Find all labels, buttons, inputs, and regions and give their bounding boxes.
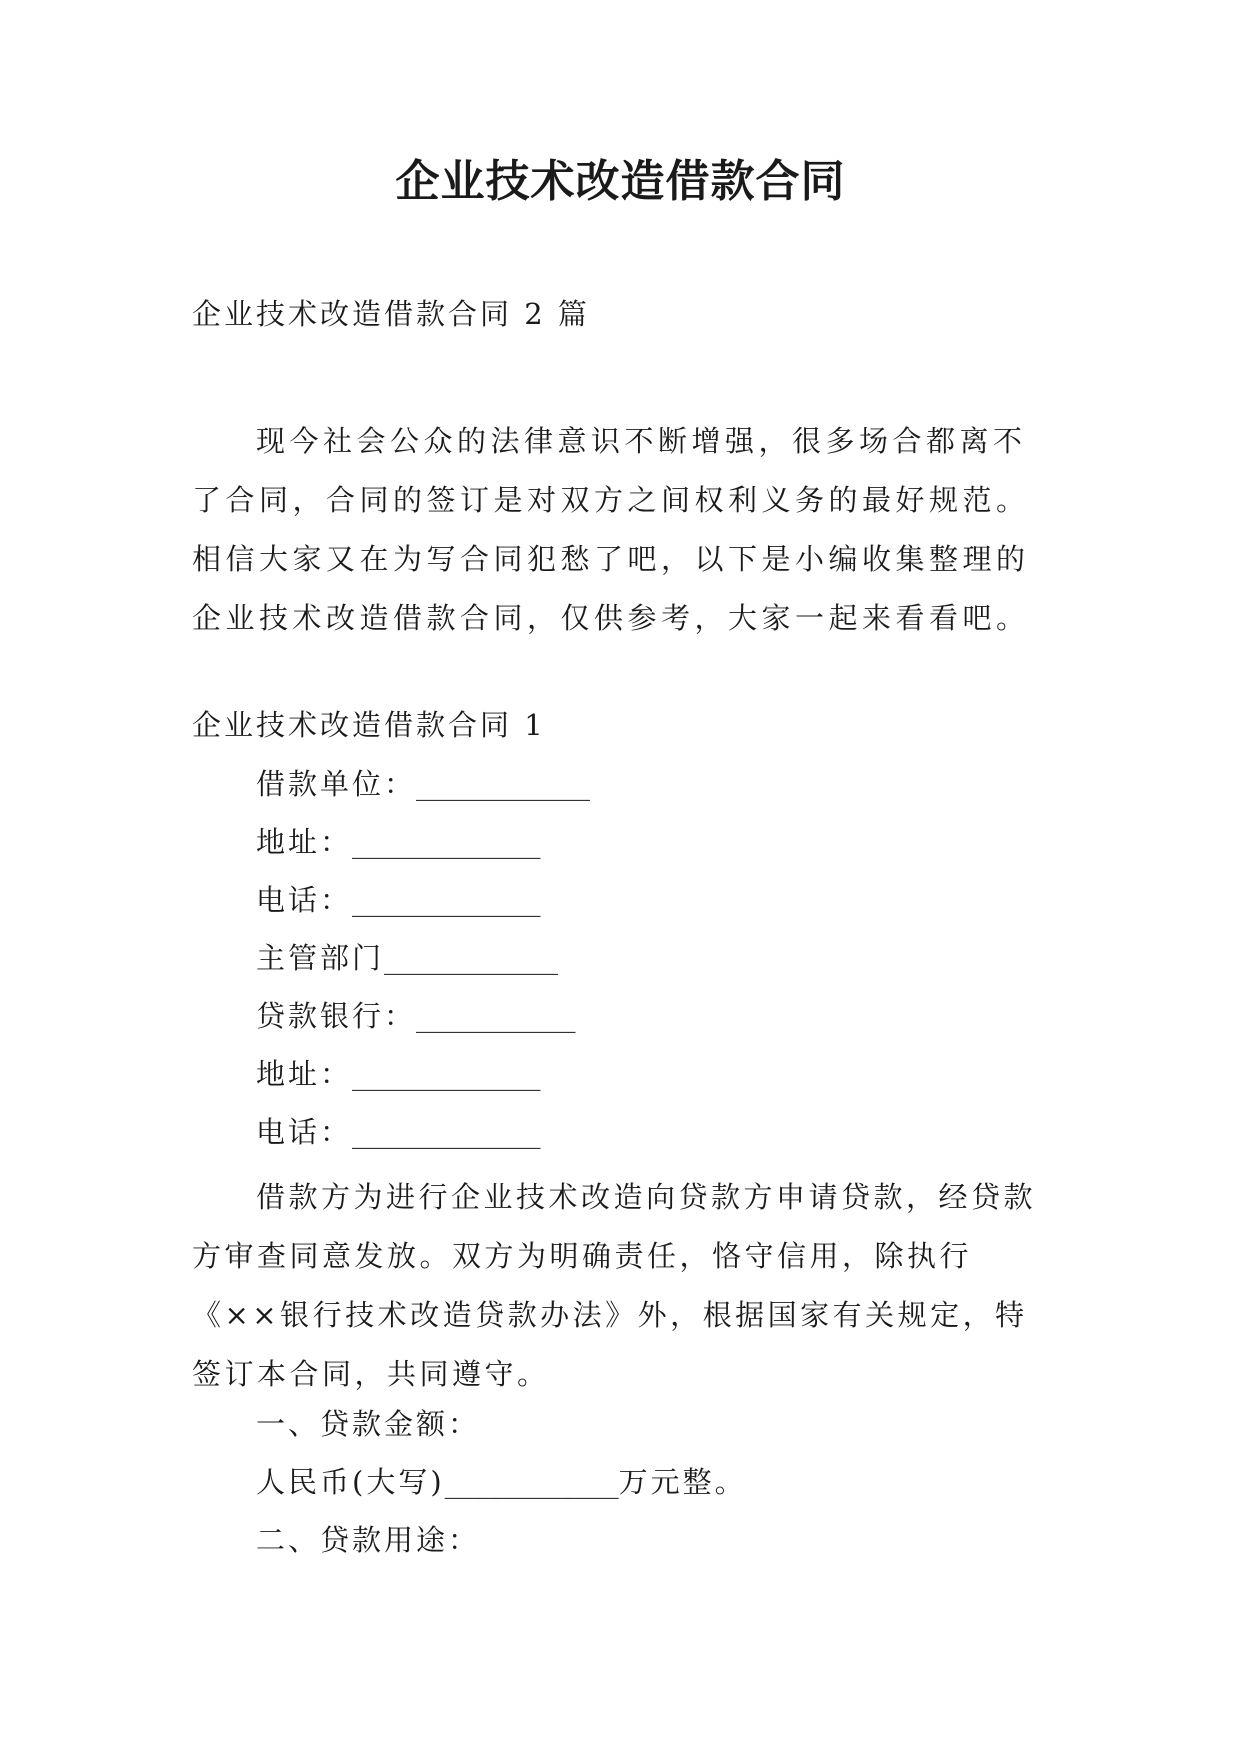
document-title: 企业技术改造借款合同 bbox=[395, 156, 846, 207]
field-borrower-address bbox=[256, 822, 590, 880]
section-heading: 企业技术改造借款合同 1 bbox=[192, 708, 546, 742]
purpose-paragraph: 借款方为进行企业技术改造向贷款方申请贷款，经贷款方审查同意发放。双方为明确责任，恪守信用，除执行《××银行技术改造贷款办法》外，根据国家有关规定，特签订本合同，共同遵守。 bbox=[192, 1180, 1037, 1391]
clause-list bbox=[256, 1404, 747, 1578]
fill-in-blank: _____________ bbox=[352, 1057, 541, 1091]
fill-in-blank: _____________ bbox=[352, 883, 541, 917]
field-bank-phone bbox=[256, 1112, 590, 1170]
clause-loan-amount: 一、贷款金额： bbox=[256, 1407, 481, 1441]
field-lending-bank bbox=[256, 996, 590, 1054]
field-label: 电话： bbox=[256, 883, 353, 917]
field-borrower-unit bbox=[256, 764, 590, 822]
field-label: 贷款银行： bbox=[256, 999, 417, 1033]
field-label: 电话： bbox=[256, 1115, 353, 1149]
field-borrower-phone bbox=[256, 880, 590, 938]
fill-in-blank: _____________ bbox=[352, 825, 541, 859]
field-label: 地址： bbox=[256, 1057, 353, 1091]
fill-in-blank: _____________ bbox=[352, 1115, 541, 1149]
field-label: 地址： bbox=[256, 825, 353, 859]
field-supervising-dept bbox=[256, 938, 590, 996]
field-label: 借款单位： bbox=[256, 767, 417, 801]
amount-prefix: 人民币(大写) bbox=[256, 1465, 445, 1499]
clause-loan-purpose: 二、贷款用途： bbox=[256, 1523, 481, 1557]
document-subtitle: 企业技术改造借款合同 2 篇 bbox=[192, 297, 590, 331]
field-bank-address bbox=[256, 1054, 590, 1112]
intro-paragraph: 现今社会公众的法律意识不断增强，很多场合都离不了合同，合同的签订是对双方之间权利义务的最好规范。相信大家又在为写合同犯愁了吧，以下是小编收集整理的企业技术改造借款合同，仅供参考，大家一起来看看吧。 bbox=[192, 424, 1030, 635]
fill-in-blank: ___________ bbox=[416, 999, 576, 1033]
party-fields bbox=[256, 764, 590, 1170]
fill-in-blank: ____________ bbox=[416, 767, 591, 801]
field-label: 主管部门 bbox=[256, 941, 385, 975]
amount-line bbox=[256, 1462, 747, 1520]
amount-suffix: 万元整。 bbox=[618, 1465, 747, 1499]
fill-in-blank: ____________ bbox=[444, 1465, 619, 1499]
fill-in-blank: ____________ bbox=[384, 941, 559, 975]
